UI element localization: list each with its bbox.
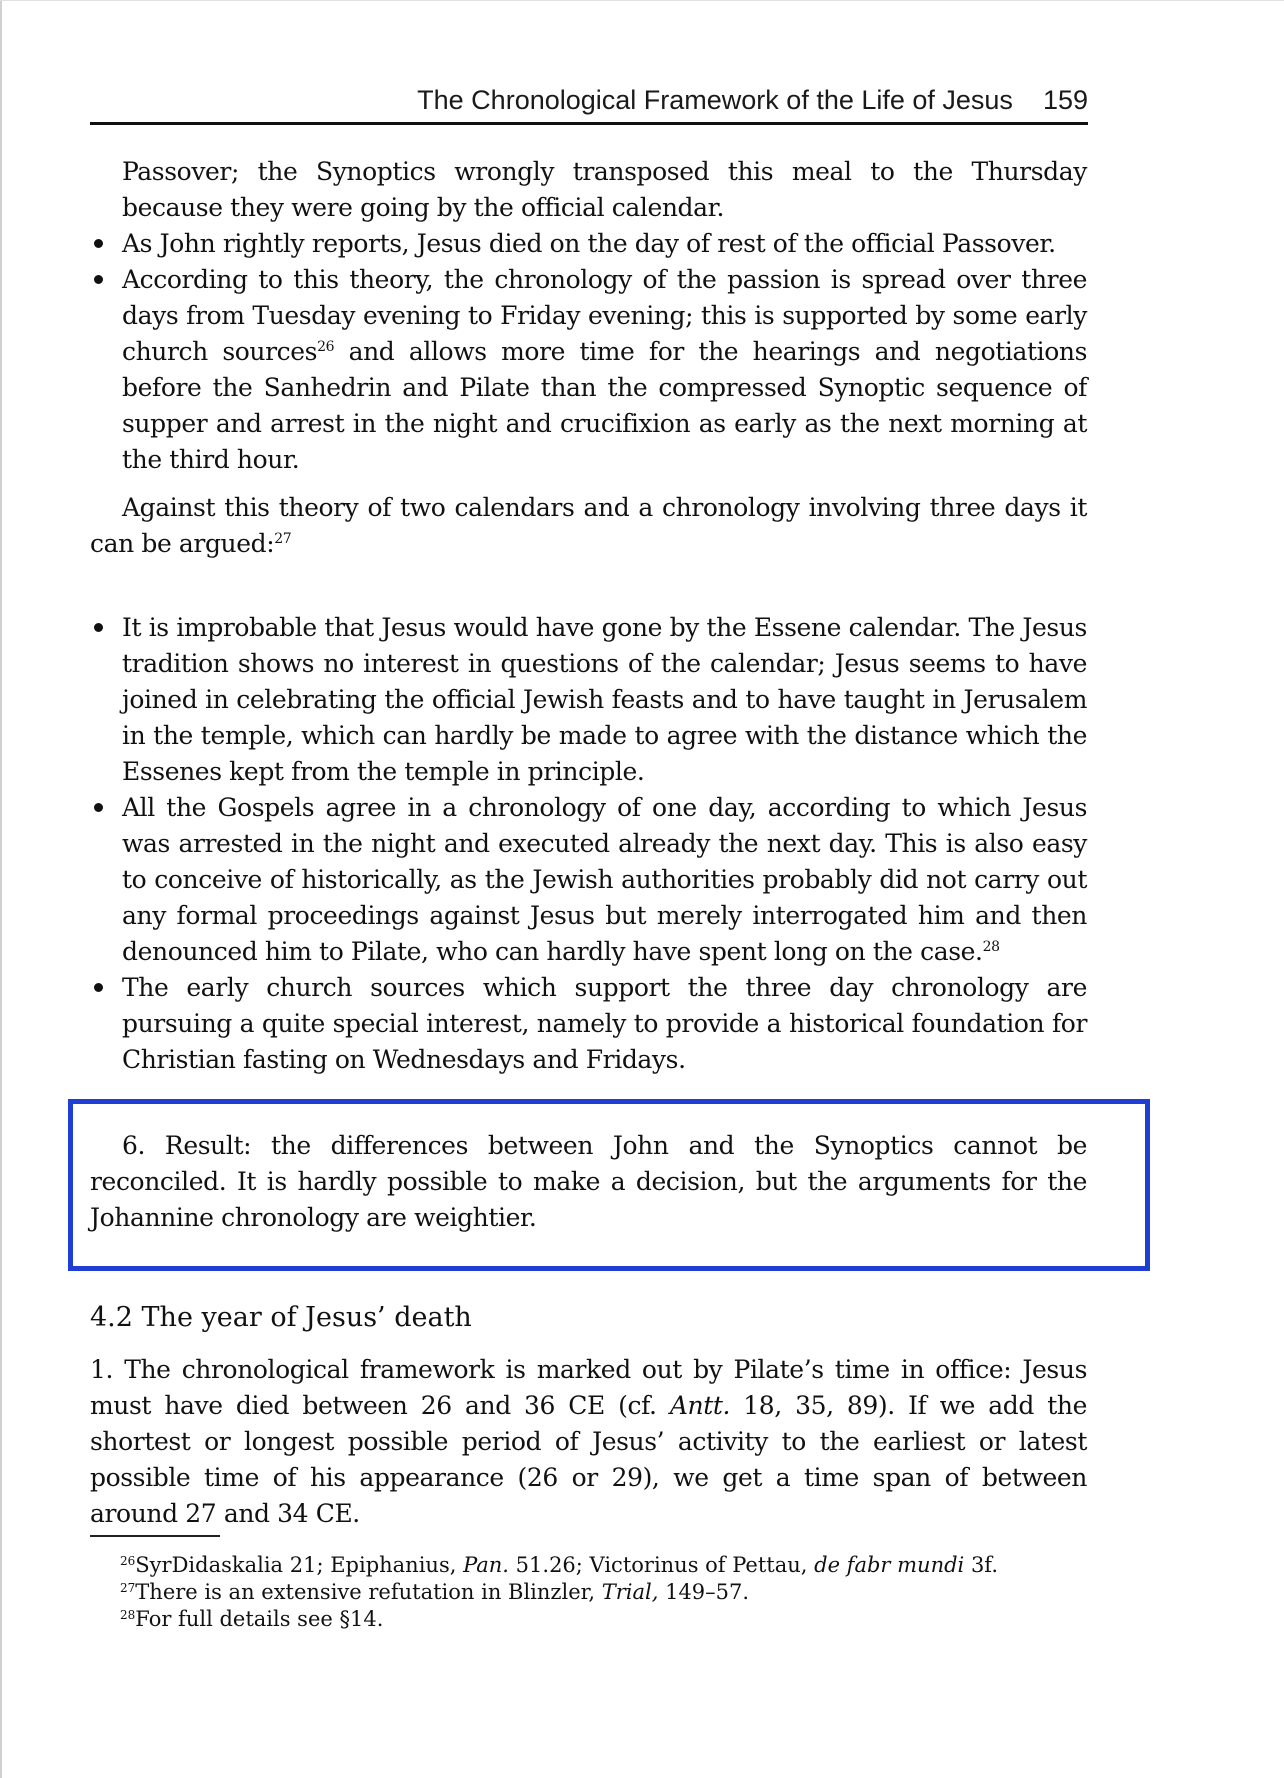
against-paragraph [90,490,1087,562]
page-edge-top [0,0,1284,1]
footnote-text: 149–57. [658,1580,750,1604]
section-number: 4.2 [90,1302,133,1333]
against-bullet-list [122,610,1087,1078]
footnote-ref[interactable]: 26 [317,339,335,355]
footnotes [120,1552,1080,1633]
italic-ref: Antt. [669,1391,731,1420]
page-number: 159 [1042,85,1088,115]
section-paragraph [90,1352,1087,1532]
theory-bullet-list [122,226,1087,478]
running-title: The Chronological Framework of the Life of Jesus [417,85,1013,115]
bullet-item [122,790,1087,970]
section-title: The year of Jesus’ death [141,1302,472,1333]
footnote-ref[interactable]: 28 [982,939,1000,955]
bullet-text: As John rightly reports, Jesus died on the day of rest of the official Passover. [122,229,1056,258]
footnote-ref[interactable]: 27 [274,531,292,547]
bullet-text: The early church sources which support the three day chronology are pursuing a quite special interest, namely to provide a historical foundation for Christian fasting on Wednesdays and Fridays. [122,973,1087,1074]
bullet-text: It is improbable that Jesus would have gone by the Essene calendar. The Jesus tradition shows no interest in questions of the calendar; Jesus seems to have joined in celebrating the official Jewish feasts and to have taught in Jerusalem in the temple, which can hardly be made to agree with the distance which the Essenes kept from the temple in principle. [122,613,1087,786]
bullet-text: All the Gospels agree in a chronology of one day, according to which Jesus was arrested in the night and executed already the next day. This is also easy to conceive of historically, as the Jewish authorities probably did not carry out any formal proceedings against Jesus but merely interrogated him and then denounced him to Pilate, who can hardly have spent long on the case. [122,793,1087,966]
footnote-italic: Pan. [463,1553,509,1577]
footnote [120,1579,1080,1606]
page-edge-left [0,0,2,1778]
footnote-text: 3f. [964,1553,999,1577]
footnote-italic: Trial, [601,1580,659,1604]
footnote-italic: de fabr mundi [814,1553,965,1577]
bullet-text: and allows more time for the hearings and negotiations before the Sanhedrin and Pilate than the compressed Synoptic sequence of supper and arrest in the night and crucifixion as early as the next morning at the third hour. [122,337,1087,474]
result-paragraph [90,1128,1087,1236]
against-text: Against this theory of two calendars and a chronology involving three days it can be argued: [90,493,1087,558]
bullet-item [122,970,1087,1078]
bullet-item [122,262,1087,478]
result-text: 6. Result: the differences between John and the Synoptics cannot be reconciled. It is hardly possible to make a decision, but the arguments for the Johannine chronology are weightier. [90,1131,1087,1232]
bullet-item [122,226,1087,262]
footnote-text: There is an extensive refutation in Blinzler, [135,1580,602,1604]
footnote [120,1552,1080,1579]
section-heading [90,1300,472,1336]
section-paragraph-text: 1. The chronological framework is marked out by Pilate’s time in office: Jesus must have died between 26 and 36 CE (cf. [90,1355,1087,1420]
bullet-text: According to this theory, the chronology of the passion is spread over three days from Tuesday evening to Friday evening; this is supported by some early church sources [122,265,1087,366]
bullet-item [122,610,1087,790]
continuation-text: Passover; the Synoptics wrongly transposed this meal to the Thursday because they were going by the official calendar. [122,157,1087,222]
footnote [120,1606,1080,1633]
footnote-rule [90,1535,220,1537]
footnote-number: 28 [120,1608,136,1622]
section-paragraph-text: 18, 35, 89). If we add the shortest or longest possible period of Jesus’ activity to the earliest or latest possible time of his appearance (26 or 29), we get a time span of between around 27 and 34 CE. [90,1391,1087,1528]
footnote-number: 27 [120,1581,136,1595]
footnote-text: SyrDidaskalia 21; Epiphanius, [135,1553,464,1577]
continuation-paragraph [122,154,1087,226]
footnote-number: 26 [120,1554,136,1568]
header-rule [90,122,1088,125]
footnote-text: For full details see §14. [135,1607,384,1631]
running-header [90,84,1088,116]
footnote-text: 51.26; Victorinus of Pettau, [509,1553,815,1577]
